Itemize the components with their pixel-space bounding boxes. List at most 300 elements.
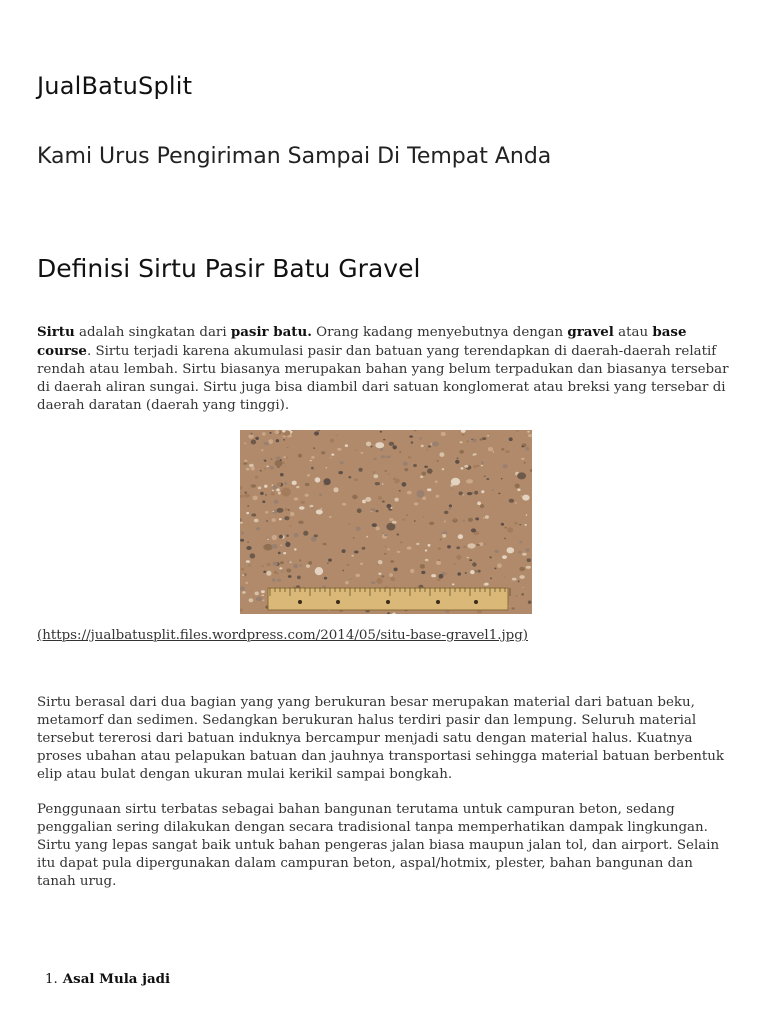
pebble [515,484,520,489]
pebble [489,556,491,558]
pebble [260,492,264,495]
pebble [280,459,282,461]
pebble [476,544,479,546]
pebble [518,551,521,554]
pebble [437,460,439,462]
pebble [388,474,390,475]
pebble [294,548,297,550]
pebble [407,491,412,495]
pebble [481,461,484,464]
pebble [392,521,397,524]
pebble [478,465,480,467]
pebble [280,561,284,564]
pebble [272,484,274,486]
pebble [276,488,280,491]
pebble [356,527,361,531]
pebble [509,437,513,441]
pebble [383,439,386,441]
site-tagline: Kami Urus Pengiriman Sampai Di Tempat Anda [37,144,552,169]
ruler-hole [436,600,440,604]
pebble [311,456,315,459]
pebble [282,462,284,464]
site-title[interactable]: JualBatuSplit [37,72,193,100]
pebble [241,532,244,535]
pebble [483,517,485,519]
pebble [324,478,331,485]
pebble [436,561,441,565]
pebble [264,442,269,446]
pebble [243,462,247,464]
pebble [271,493,275,496]
gravel-photo[interactable] [240,430,532,614]
pebble [517,472,526,479]
pebble [355,574,360,577]
pebble [453,563,456,565]
pebble [298,454,302,458]
pebble [336,434,338,435]
pebble [512,578,517,581]
pebble [311,467,314,470]
pebble [422,472,427,476]
pebble [444,521,446,523]
pebble [456,555,461,560]
toc-list [45,971,170,987]
term-pasir-batu: pasir batu. [230,324,312,340]
pebble [277,508,284,513]
pebble [305,483,310,486]
pebble [481,490,484,493]
pebble [281,488,290,497]
pebble [316,510,323,515]
pebble [269,432,271,434]
pebble [359,468,363,472]
toc-item-label: Asal Mula jadi [62,971,171,987]
pebble [521,446,524,448]
intro-text-2: Orang kadang menyebutnya dengan [311,325,568,340]
pebble [314,534,318,537]
pebble [437,578,441,581]
pebble [277,482,281,486]
pebble [519,575,524,579]
pebble [497,563,502,568]
pebble [465,572,467,574]
pebble [250,553,256,558]
pebble [273,562,278,566]
post-title: Definisi Sirtu Pasir Batu Gravel [37,254,421,283]
pebble [330,439,334,443]
pebble [417,490,425,498]
pebble [448,508,451,510]
pebble [447,545,451,548]
pebble [248,434,254,438]
pebble [279,535,283,539]
pebble [303,531,308,536]
pebble [442,468,445,470]
pebble [255,437,259,440]
pebble [301,501,305,504]
pebble [249,598,254,602]
pebble [473,465,477,468]
pebble [264,485,267,488]
pebble [488,447,493,451]
pebble [284,465,286,466]
pebble [319,494,322,497]
pebble [299,506,305,509]
pebble [431,574,436,577]
pebble [449,504,452,507]
pebble [246,546,251,550]
pebble [247,505,249,506]
pebble [278,552,281,555]
pebble [442,534,446,538]
pebble [256,597,263,601]
pebble [504,538,506,539]
image-source-link[interactable]: (https://jualbatusplit.files.wordpress.com/2014/05/situ-base-gravel1.jpg) [37,628,528,643]
pebble [248,564,250,566]
pebble [487,435,489,436]
pebble [522,587,524,588]
pebble [314,431,319,435]
term-gravel: gravel [567,324,614,340]
pebble [446,610,450,612]
pebble [252,496,257,501]
pebble [522,495,529,501]
pebble [362,547,366,550]
pebble [323,543,327,546]
pebble [501,478,503,479]
pebble [264,460,266,462]
pebble [246,468,250,471]
pebble [251,484,256,487]
pebble [274,500,279,504]
pebble [326,467,328,468]
pebble [399,451,401,453]
pebble [348,476,351,478]
pebble [505,450,509,453]
intro-text-4: . Sirtu terjadi karena akumulasi pasir dan batuan yang terendapkan di daerah-daerah relatif rendah atau lembah. Sirtu biasanya merupakan bahan yang belum terpadukan dan biasanya tersebar di daerah aliran sungai. Sirtu juga bisa diambil dari satuan konglomerat atau breksi yang tersebar di daerah daratan (daerah yang tinggi). [37,344,729,413]
pebble [414,520,416,522]
ruler-body [268,588,508,610]
pebble [247,541,249,543]
pebble [240,522,243,524]
pebble [251,467,255,471]
pebble [292,481,297,485]
pebble [519,567,525,571]
pebble [426,449,428,451]
origin-paragraph: Sirtu berasal dari dua bagian yang yang berukuran besar merupakan material dari batuan beku, metamorf dan sedimen. Sedangkan berukuran halus terdiri pasir dan lempung. Seluruh material tersebut tererosi dari batuan induknya bercampur menjadi satu dengan material halus. Kuatnya proses ubahan atau pelapukan batuan dan jauhnya transportasi sehingga material batuan berbentuk elip atau bulat dengan ukuran mulai kerikil sampai bongkah. [37,695,725,782]
pebble [321,451,325,454]
pebble [251,440,256,445]
pebble [276,439,279,442]
pebble [372,523,377,527]
pebble [321,508,323,509]
usage-paragraph: Penggunaan sirtu terbatas sebagai bahan bangunan terutama untuk campuran beton, sedang penggalian sering dilakukan dengan secara tradisional tanpa memperhatikan dampak lingkungan. Sirtu yang lepas sangat baik untuk bahan pengeras jalan biasa maupun jalan tol, dan airport. Selain itu dapat pula dipergunakan dalam campuran beton, aspal/hotmix, plester, bahan bangunan dan tanah urug. [37,802,720,889]
pebble [348,523,351,525]
pebble [394,586,396,587]
pebble [463,546,466,548]
pebble [255,476,259,479]
pebble [280,473,284,476]
pebble [284,482,287,485]
pebble [280,545,283,547]
pebble [283,439,285,441]
pebble [474,491,478,495]
pebble [485,515,489,519]
pebble [472,438,476,442]
pebble [245,492,247,494]
pebble [399,490,401,492]
pebble [470,570,475,574]
pebble [519,541,522,543]
pebble [310,505,314,508]
pebble [241,568,244,571]
pebble [382,483,384,485]
pebble [504,577,506,578]
pebble [340,461,344,464]
pebble [370,508,375,511]
pebble [451,478,460,486]
pebble [290,525,292,527]
pebble [378,573,381,575]
pebble [493,451,495,452]
pebble [294,533,299,537]
pebble [463,520,466,522]
pebble [477,502,481,506]
pebble [352,495,357,500]
pebble [283,456,286,458]
pebble [288,575,292,578]
pebble [406,515,408,516]
pebble [378,496,382,499]
pebble [515,502,518,504]
pebble [272,578,276,581]
pebble [266,571,271,576]
pebble [260,470,262,471]
pebble [381,455,385,458]
pebble [353,537,355,539]
pebble [342,549,346,553]
pebble [486,478,489,480]
pebble [244,494,250,498]
pebble [357,508,362,513]
pebble [285,508,289,511]
pebble [276,457,281,460]
pebble [444,511,449,514]
pebble [373,471,376,473]
pebble [351,555,353,557]
pebble [385,546,387,548]
pebble [407,546,412,549]
pebble [518,581,520,583]
pebble [474,453,477,455]
pebble [390,560,394,563]
pebble [480,438,483,440]
pebble [425,549,427,551]
pebble [246,512,249,514]
pebble [256,527,260,530]
pebble [417,500,419,501]
pebble [439,452,444,457]
pebble [421,571,425,574]
pebble [384,534,388,536]
pebble [464,465,468,468]
pebble [484,543,486,545]
pebble [461,467,464,469]
pebble [255,592,259,596]
pebble [515,595,518,597]
pebble [273,511,275,512]
intro-paragraph [37,323,732,415]
pebble [522,553,527,556]
pebble [240,495,244,498]
pebble [386,523,395,531]
pebble [395,479,400,484]
pebble [413,464,417,467]
pebble [382,501,385,503]
pebble [460,441,463,443]
pebble [285,542,290,547]
term-sirtu: Sirtu [37,324,75,340]
pebble [331,454,334,456]
pebble [507,527,513,532]
pebble [467,492,472,495]
toc-item-number: 1. [45,972,58,987]
pebble [390,577,395,581]
pebble [467,557,469,559]
pebble [308,561,312,565]
pebble [521,458,525,460]
pebble [338,471,343,474]
pebble [330,457,332,458]
pebble [525,524,527,526]
pebble [277,579,281,582]
pebble [456,546,460,549]
pebble [409,435,413,437]
gravel-image-drawing [240,430,532,614]
pebble [429,522,434,525]
pebble [395,498,399,502]
pebble [264,468,266,470]
pebble [458,534,463,539]
pebble [381,575,384,577]
pebble [333,487,338,492]
pebble [263,571,266,573]
pebble [455,460,459,464]
pebble [384,470,387,472]
pebble [514,522,517,525]
pebble [527,431,530,433]
pebble [267,466,269,468]
pebble [471,439,473,440]
pebble [311,536,317,541]
pebble [446,573,448,574]
pebble [475,517,479,520]
pebble [402,482,407,487]
pebble [262,599,265,601]
pebble [371,581,375,584]
pebble [265,511,268,514]
pebble [478,570,481,573]
pebble [315,567,323,575]
pebble [275,460,283,467]
pebble [480,610,482,612]
pebble [315,477,321,482]
pebble [342,570,344,571]
ruler-hole [336,600,340,604]
pebble [267,563,271,566]
pebble [354,551,359,554]
pebble [373,458,377,460]
pebble [268,439,273,444]
pebble [421,445,424,448]
pebble [466,479,473,483]
pebble [453,519,456,521]
pebble [266,520,268,522]
pebble [416,543,419,545]
pebble [526,566,531,569]
pebble [244,443,246,445]
pebble [286,447,288,449]
pebble [524,462,526,464]
pebble [286,541,288,542]
pebble [261,565,264,567]
pebble [261,590,265,593]
term-base-course: base course [37,324,687,359]
pebble [254,519,259,523]
pebble [313,447,315,449]
ruler-hole [386,600,390,604]
pebble [366,442,371,447]
pebble [403,462,408,466]
pebble [287,561,289,563]
pebble [294,497,299,500]
pebble [284,516,289,520]
toc-item[interactable] [45,971,170,987]
pebble [375,510,378,512]
pebble [382,532,384,534]
pebble [467,441,469,443]
pebble [428,445,431,447]
pebble [262,500,265,503]
pebble [281,571,283,573]
pebble [244,460,247,463]
pebble [428,544,431,547]
pebble [262,595,264,596]
pebble [420,564,425,569]
ruler-hole [298,600,302,604]
pebble [432,442,439,447]
intro-text-3: atau [613,325,653,340]
pebble [394,568,398,572]
pebble [389,573,393,577]
pebble [267,539,269,540]
pebble [468,518,473,522]
pebble [306,564,310,567]
pebble [286,535,289,537]
pebble [438,574,443,579]
pebble [494,550,499,553]
pebble [461,434,464,436]
pebble [387,548,389,550]
pebble [355,449,357,451]
pebble [501,448,504,450]
pebble [472,562,477,566]
pebble [272,535,277,540]
pebble [438,560,440,561]
pebble [329,516,332,518]
pebble [491,489,494,491]
pebble [262,432,266,436]
